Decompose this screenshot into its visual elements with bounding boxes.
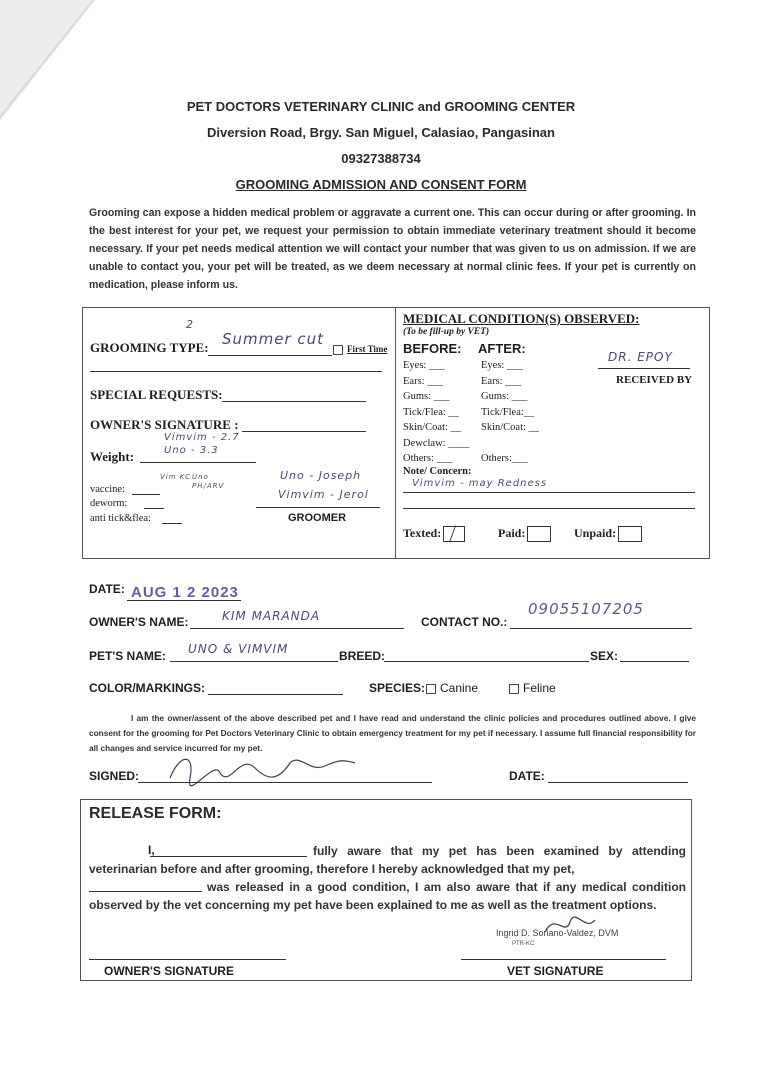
before-list bbox=[403, 358, 469, 467]
before-ears[interactable]: Ears: ___ bbox=[403, 375, 443, 387]
contact-line bbox=[510, 628, 692, 629]
release-title: RELEASE FORM: bbox=[89, 805, 222, 822]
before-dewclaw[interactable]: Dewclaw: ____ bbox=[403, 437, 470, 449]
consent-text: I am the owner/assent of the above described pet and I have read and understand the clinic policies and procedures outlined above. I give consent for the grooming for Pet Doctors Veterinary Clinic to obtain emergency treatment for my pet if necessary. I assume full financial responsibility for all changes and service incurred for my pet. bbox=[89, 713, 696, 753]
signed-label: SIGNED: bbox=[89, 769, 140, 783]
unpaid-checkbox[interactable] bbox=[618, 526, 642, 542]
vaccine-label: vaccine: bbox=[90, 484, 125, 495]
vaccine-line bbox=[132, 494, 160, 495]
groomer-line-1: Uno - Joseph bbox=[280, 469, 362, 482]
species-feline-option[interactable] bbox=[509, 681, 556, 695]
owner-signature-label: OWNER'S SIGNATURE : bbox=[90, 417, 239, 432]
grooming-type-line bbox=[208, 355, 332, 356]
release-text-1: fully aware that my pet has been examined by attending veterinarian before and after grooming, therefore I hereby acknowledged that my pet, bbox=[89, 844, 686, 876]
owner-name-label: OWNER'S NAME: bbox=[89, 615, 189, 629]
after-list bbox=[481, 358, 539, 467]
antitick-line bbox=[162, 523, 182, 524]
release-vet-signature-field[interactable] bbox=[461, 959, 666, 960]
after-skincoat[interactable]: Skin/Coat: __ bbox=[481, 422, 540, 433]
unpaid-label: Unpaid: bbox=[574, 526, 617, 540]
grooming-type-label: GROOMING TYPE: bbox=[90, 340, 209, 355]
grooming-mark: 2 bbox=[186, 318, 194, 331]
received-by-label: RECEIVED BY bbox=[616, 374, 693, 386]
after-tickflea[interactable]: Tick/Flea:__ bbox=[481, 406, 535, 418]
before-label: BEFORE: bbox=[403, 341, 462, 356]
weight-field[interactable] bbox=[140, 462, 256, 463]
vaccine-note-2: Uno PH/ARV bbox=[192, 473, 225, 490]
paid-label: Paid: bbox=[498, 526, 526, 540]
before-gums[interactable]: Gums: ___ bbox=[403, 391, 450, 402]
groomer-line bbox=[256, 507, 380, 508]
canine-checkbox[interactable] bbox=[426, 684, 436, 694]
after-label: AFTER: bbox=[478, 341, 526, 356]
received-by-name: DR. EPOY bbox=[608, 350, 673, 364]
vet-name: Ingrid D. Soriano-Valdez, DVM bbox=[496, 928, 619, 938]
vet-ptr: PTR-KC bbox=[512, 941, 535, 947]
after-eyes[interactable]: Eyes: ___ bbox=[481, 360, 523, 371]
signed-field[interactable] bbox=[138, 782, 432, 783]
grooming-type-line-2 bbox=[90, 371, 382, 372]
special-requests-label: SPECIAL REQUESTS: bbox=[90, 387, 223, 402]
note-line-2 bbox=[403, 508, 695, 509]
species-label: SPECIES: bbox=[369, 681, 426, 695]
date-field[interactable] bbox=[127, 600, 241, 601]
release-text-2: was released in a good condition, I am also aware that if any medical condition observed by the vet concerning my pet have been explained to me as well as the treatment options. bbox=[89, 880, 686, 912]
after-gums[interactable]: Gums: ___ bbox=[481, 391, 528, 402]
first-time-label: First Time bbox=[347, 344, 388, 354]
texted-label: Texted: bbox=[403, 526, 442, 540]
antitick-label: anti tick&flea: bbox=[90, 513, 151, 524]
texted-checkbox[interactable] bbox=[443, 526, 465, 542]
intro-paragraph: Grooming can expose a hidden medical problem or aggravate a current one. This can occur during or after grooming. In the best interest for your pet, we request your permission to obtain immediate veterinary treatment should it become necessary. If your pet needs medical attention we will contact your number that was given to us on admission. If we are unable to contact you, your pet will be treated, as we deem necessary at normal clinic fees. If your pet is currently on medication, please inform us. bbox=[89, 207, 696, 291]
owner-name-value[interactable]: KIM MARANDA bbox=[222, 609, 321, 623]
first-time-checkbox[interactable] bbox=[333, 344, 387, 355]
after-ears[interactable]: Ears: ___ bbox=[481, 375, 521, 387]
deworm-label: deworm: bbox=[90, 498, 128, 509]
before-eyes[interactable]: Eyes: ___ bbox=[403, 360, 445, 371]
owner-name-line bbox=[190, 628, 404, 629]
groomer-line-2: Vimvim - Jerol bbox=[278, 488, 369, 501]
first-time-box[interactable] bbox=[333, 345, 343, 355]
vaccine-note-1: Vim KC bbox=[160, 473, 192, 481]
release-vet-signature-label: VET SIGNATURE bbox=[507, 964, 604, 978]
consent-date-field[interactable] bbox=[548, 782, 688, 783]
clinic-name: PET DOCTORS VETERINARY CLINIC and GROOMING CENTER bbox=[186, 99, 576, 114]
pet-name-label: PET'S NAME: bbox=[89, 649, 166, 663]
sex-field[interactable] bbox=[620, 661, 689, 662]
note-value[interactable]: Vimvim - may Redness bbox=[412, 478, 548, 489]
weight-label: Weight: bbox=[90, 449, 135, 464]
texted-field[interactable] bbox=[403, 526, 465, 542]
before-tickflea[interactable]: Tick/Flea: __ bbox=[403, 406, 459, 418]
color-label: COLOR/MARKINGS: bbox=[89, 681, 205, 695]
feline-label: Feline bbox=[523, 681, 556, 695]
after-others[interactable]: Others:___ bbox=[481, 453, 528, 464]
before-skincoat[interactable]: Skin/Coat: __ bbox=[403, 422, 462, 433]
grooming-type-value[interactable]: Summer cut bbox=[222, 330, 325, 348]
medical-subtitle: (To be fill-up by VET) bbox=[403, 327, 490, 337]
contact-value[interactable]: 09055107205 bbox=[528, 600, 644, 618]
note-line-1 bbox=[403, 492, 695, 493]
panel-divider bbox=[395, 308, 396, 558]
paid-checkbox[interactable] bbox=[527, 526, 551, 542]
release-owner-signature-label: OWNER'S SIGNATURE bbox=[104, 964, 234, 978]
special-requests-field[interactable] bbox=[222, 401, 366, 402]
breed-label: BREED: bbox=[339, 649, 386, 663]
date-label: DATE: bbox=[89, 582, 125, 596]
feline-checkbox[interactable] bbox=[509, 684, 519, 694]
release-owner-signature-field[interactable] bbox=[89, 959, 286, 960]
owner-signature-scribble bbox=[160, 748, 360, 790]
breed-field[interactable] bbox=[384, 661, 589, 662]
pet-name-value[interactable]: UNO & VIMVIM bbox=[188, 642, 289, 656]
pet-name-line bbox=[170, 661, 338, 662]
before-others[interactable]: Others: ___ bbox=[403, 453, 453, 464]
received-by-line bbox=[598, 368, 690, 369]
deworm-line bbox=[144, 508, 164, 509]
release-i: I, bbox=[148, 843, 155, 857]
form-title: GROOMING ADMISSION AND CONSENT FORM bbox=[235, 177, 527, 192]
contact-label: CONTACT NO.: bbox=[421, 615, 508, 629]
consent-date-label: DATE: bbox=[509, 769, 545, 783]
canine-label: Canine bbox=[440, 681, 479, 695]
weight-line-1: Vimvim - 2.7 bbox=[164, 432, 240, 443]
medical-title: MEDICAL CONDITION(S) OBSERVED: bbox=[403, 311, 640, 326]
weight-line-2: Uno - 3.3 bbox=[164, 445, 219, 456]
date-stamp: AUG 1 2 2023 bbox=[131, 584, 239, 601]
species-canine-option[interactable] bbox=[426, 681, 478, 695]
groomer-label: GROOMER bbox=[288, 512, 347, 524]
sex-label: SEX: bbox=[590, 649, 619, 663]
note-label: Note/ Concern: bbox=[403, 466, 472, 477]
paid-field[interactable] bbox=[498, 526, 551, 542]
unpaid-field[interactable] bbox=[574, 526, 642, 542]
color-field[interactable] bbox=[208, 694, 343, 695]
clinic-address: Diversion Road, Brgy. San Miguel, Calasiao, Pangasinan bbox=[207, 125, 555, 140]
owner-signature-field[interactable] bbox=[242, 431, 366, 432]
after-dewclaw bbox=[481, 436, 539, 452]
clinic-phone: 09327388734 bbox=[341, 151, 421, 166]
